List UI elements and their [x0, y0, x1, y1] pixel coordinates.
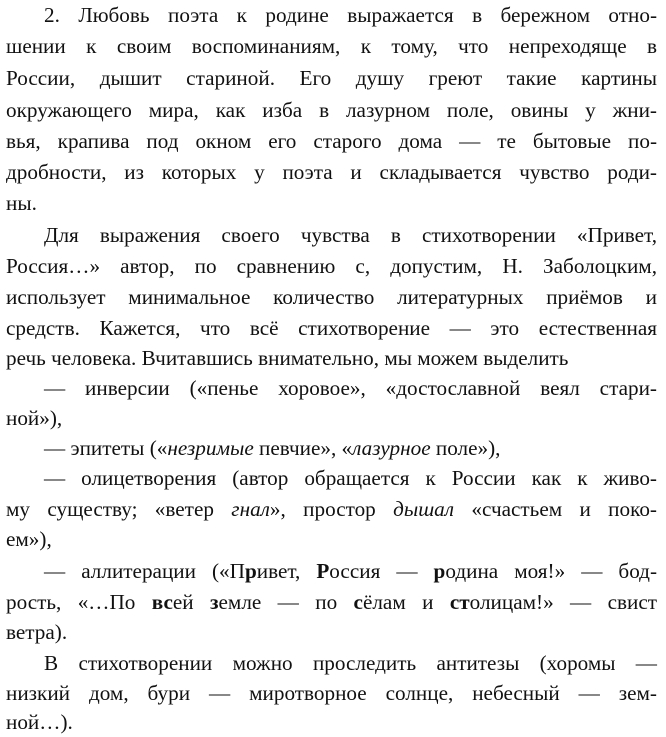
text-line: речь человека. Вчитавшись внимательно, мы можем выделить	[6, 346, 569, 370]
text-line: окружающего мира, как изба в лазурном поле, овины у жни-	[6, 98, 657, 122]
text-line: ветра).	[6, 620, 68, 644]
list-item-inversions: — инверсии («пенье хоровое», «достославной веял стари-	[44, 376, 657, 400]
text-line: му существу; «ветер гнал», простор дышал «счастьем и поко-	[6, 497, 657, 521]
text-line: средств. Кажется, что всё стихотворение — это естественная	[6, 316, 657, 340]
list-item-personification: — олицетворения (автор обращается к России как к живо-	[44, 466, 657, 490]
text-line: вья, крапива под окном его старого дома — те бытовые по-	[6, 129, 657, 153]
text-line: низкий дом, бури — миротворное солнце, небесный — зем-	[6, 681, 657, 705]
text-line: шении к своим воспоминаниям, к тому, что непреходяще в	[6, 34, 657, 58]
text-line: В стихотворении можно проследить антитезы (хоромы —	[44, 651, 657, 675]
text-line: Россия…» автор, по сравнению с, допустим, Н. Заболоцким,	[6, 254, 657, 278]
text-line: Для выражения своего чувства в стихотворении «Привет,	[44, 223, 657, 247]
list-item-alliteration: — аллитерации («Привет, Россия — родина моя!» — бод-	[44, 559, 658, 583]
text-line: 2. Любовь поэта к родине выражается в бережном отно-	[44, 3, 657, 27]
text-line: России, дышит стариной. Его душу греют такие картины	[6, 66, 657, 90]
text-line: ны.	[6, 191, 37, 215]
text-line: ем»),	[6, 527, 52, 551]
list-item-epithets: — эпитеты («незримые певчие», «лазурное поле»),	[44, 436, 501, 460]
text-line: рость, «…По всей земле — по сёлам и столицам!» — свист	[6, 590, 658, 614]
text-line: ной»),	[6, 406, 63, 430]
text-line: использует минимальное количество литературных приёмов и	[6, 285, 657, 309]
text-line: дробности, из которых у поэта и складывается чувство роди-	[6, 160, 657, 184]
text-line: ной…).	[6, 710, 73, 734]
